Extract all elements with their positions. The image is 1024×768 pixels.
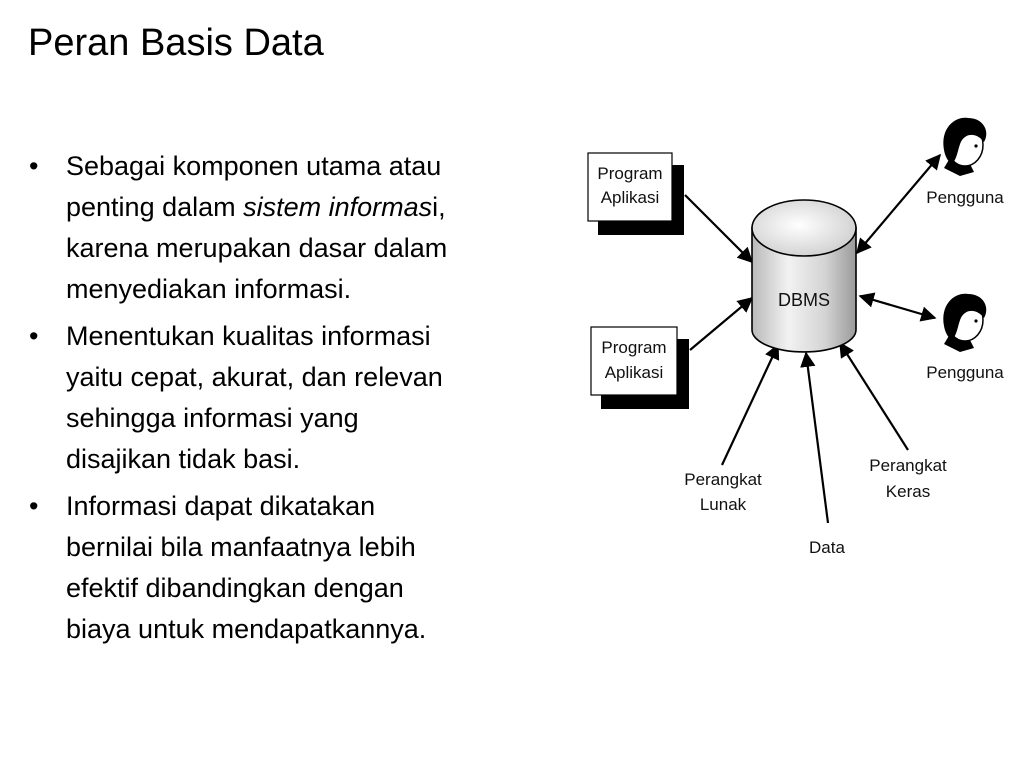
user-2-avatar-icon bbox=[943, 294, 986, 352]
program-box-2-line2: Aplikasi bbox=[604, 363, 664, 382]
bullet-text-end: i, karena merupakan dasar dalam menyediakan informasi. bbox=[66, 192, 448, 304]
software-label-line1: Perangkat bbox=[684, 470, 762, 489]
user-1-avatar-icon bbox=[943, 118, 986, 176]
arrow-program2-dbms bbox=[690, 298, 752, 350]
bullet-text: Menentukan kualitas informasi yaitu cepat, akurat, dan relevan sehingga informasi yang disajikan tidak basi. bbox=[66, 321, 443, 474]
bullet-item bbox=[26, 146, 571, 310]
bullet-marker: • bbox=[29, 491, 39, 521]
program-box-1-line2: Aplikasi bbox=[600, 188, 660, 207]
program-box-1 bbox=[588, 153, 684, 235]
bullet-item bbox=[26, 486, 571, 650]
slide-title: Peran Basis Data bbox=[28, 22, 324, 64]
arrow-program1-dbms bbox=[685, 195, 752, 262]
program-box-1-line1: Program bbox=[597, 164, 663, 183]
hardware-label-line2: Keras bbox=[885, 482, 931, 501]
arrow-data-dbms bbox=[806, 353, 828, 523]
program-box-2-line1: Program bbox=[601, 338, 667, 357]
bullet-text-emphasis: sistem informas bbox=[243, 192, 433, 222]
program-box-2 bbox=[591, 327, 689, 409]
bullet-list bbox=[26, 146, 571, 656]
hardware-label-line1: Perangkat bbox=[869, 456, 947, 475]
bullet-item bbox=[26, 316, 571, 480]
arrow-hardware-dbms bbox=[840, 343, 908, 450]
dbms-label: DBMS bbox=[777, 290, 831, 310]
arrow-user2-dbms bbox=[860, 296, 935, 318]
user-2-label: Pengguna bbox=[926, 363, 1004, 382]
bullet-text bbox=[66, 151, 447, 304]
bullet-marker: • bbox=[29, 321, 39, 351]
bullet-marker: • bbox=[29, 151, 39, 181]
bullet-text-start: Sebagai komponen utama atau penting dalam bbox=[66, 151, 442, 222]
bullet-text: Informasi dapat dikatakan bernilai bila manfaatnya lebih efektif dibandingkan dengan biaya untuk mendapatkannya. bbox=[66, 491, 427, 644]
arrow-software-dbms bbox=[722, 345, 778, 465]
user-1-label: Pengguna bbox=[926, 188, 1004, 207]
dbms-cylinder bbox=[752, 200, 856, 352]
data-label: Data bbox=[809, 538, 845, 557]
software-label-line2: Lunak bbox=[699, 495, 747, 514]
dbms-diagram bbox=[570, 110, 1020, 570]
